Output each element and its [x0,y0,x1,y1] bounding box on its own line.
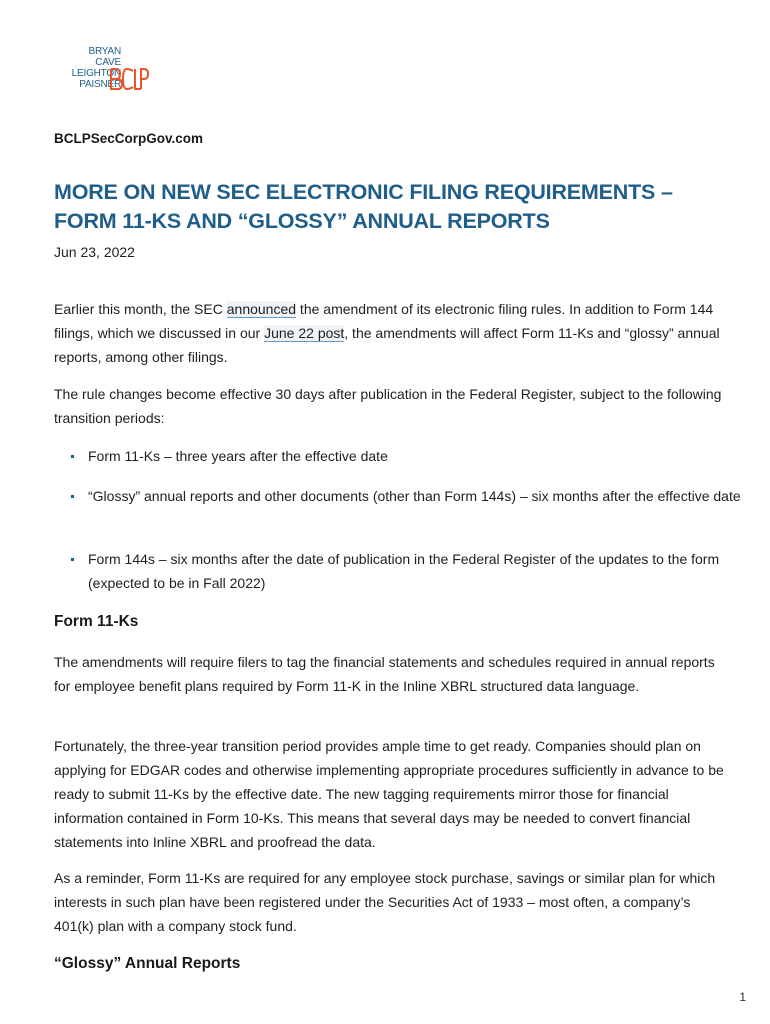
bullet-icon [71,455,74,458]
logo-word: CAVE [95,57,121,68]
text-run: Earlier this month, the SEC [54,301,227,317]
announced-link[interactable]: announced [226,301,297,317]
list-item-text: Form 144s – six months after the date of publication in the Federal Register of the updates to the form (expected to be in Fall 2022) [88,551,720,591]
article-title: MORE ON NEW SEC ELECTRONIC FILING REQUIREMENTS – FORM 11-KS AND “GLOSSY” ANNUAL REPORTS [54,180,673,233]
bullet-icon [71,558,74,561]
logo-word: LEIGHTON [71,68,121,79]
list-item [54,484,748,508]
page-number: 1 [739,990,746,1004]
paragraph-11k-reminder: As a reminder, Form 11-Ks are required for any employee stock purchase, savings or similar plan for which interests in such plan have been registered under the Securities Act of 1933 – most often, a company’s 401(k) plan with a company stock fund. [54,870,716,934]
logo-word: BRYAN [88,46,121,57]
list-item-text: Form 11-Ks – three years after the effective date [88,448,388,464]
bullet-icon [71,495,74,498]
site-name: BCLPSecCorpGov.com [54,131,204,146]
section-heading-form-11k: Form 11-Ks [54,613,139,630]
june-22-post-link[interactable]: June 22 post [264,325,345,341]
logo-word: PAISNER [79,79,121,90]
publish-date: Jun 23, 2022 [54,244,135,260]
bclp-logo [53,46,163,96]
paragraph-11k-transition: Fortunately, the three-year transition period provides ample time to get ready. Companies should plan on applying for EDGAR codes and otherwise implementing appropriate procedures sufficiently in advance to be ready to submit 11-Ks by the effective date. The new tagging requirements mirror those for financial information contained in Form 10-Ks. This means that several days may be needed to convert financial statements into Inline XBRL and proofread the data. [54,738,724,850]
section-heading-glossy-reports: “Glossy” Annual Reports [54,955,241,972]
list-item [54,444,748,468]
paragraph-11k-amendments: The amendments will require filers to tag the financial statements and schedules required in annual reports for employee benefit plans required by Form 11-K in the Inline XBRL structured data language. [54,654,715,694]
text-run: the amendment of its electronic filing rules. In addition to Form 144 filings, which we discussed in our [54,301,714,341]
list-item [54,547,748,595]
list-item-text: “Glossy” annual reports and other documents (other than Form 144s) – six months after the effective date [88,488,741,504]
paragraph-transition: The rule changes become effective 30 days after publication in the Federal Register, subject to the following transition periods: [54,386,722,426]
bclp-mark-icon [109,67,149,91]
text-run: , the amendments will affect Form 11-Ks and “glossy” annual reports, among other filings. [54,325,720,365]
paragraph-intro [54,297,724,369]
